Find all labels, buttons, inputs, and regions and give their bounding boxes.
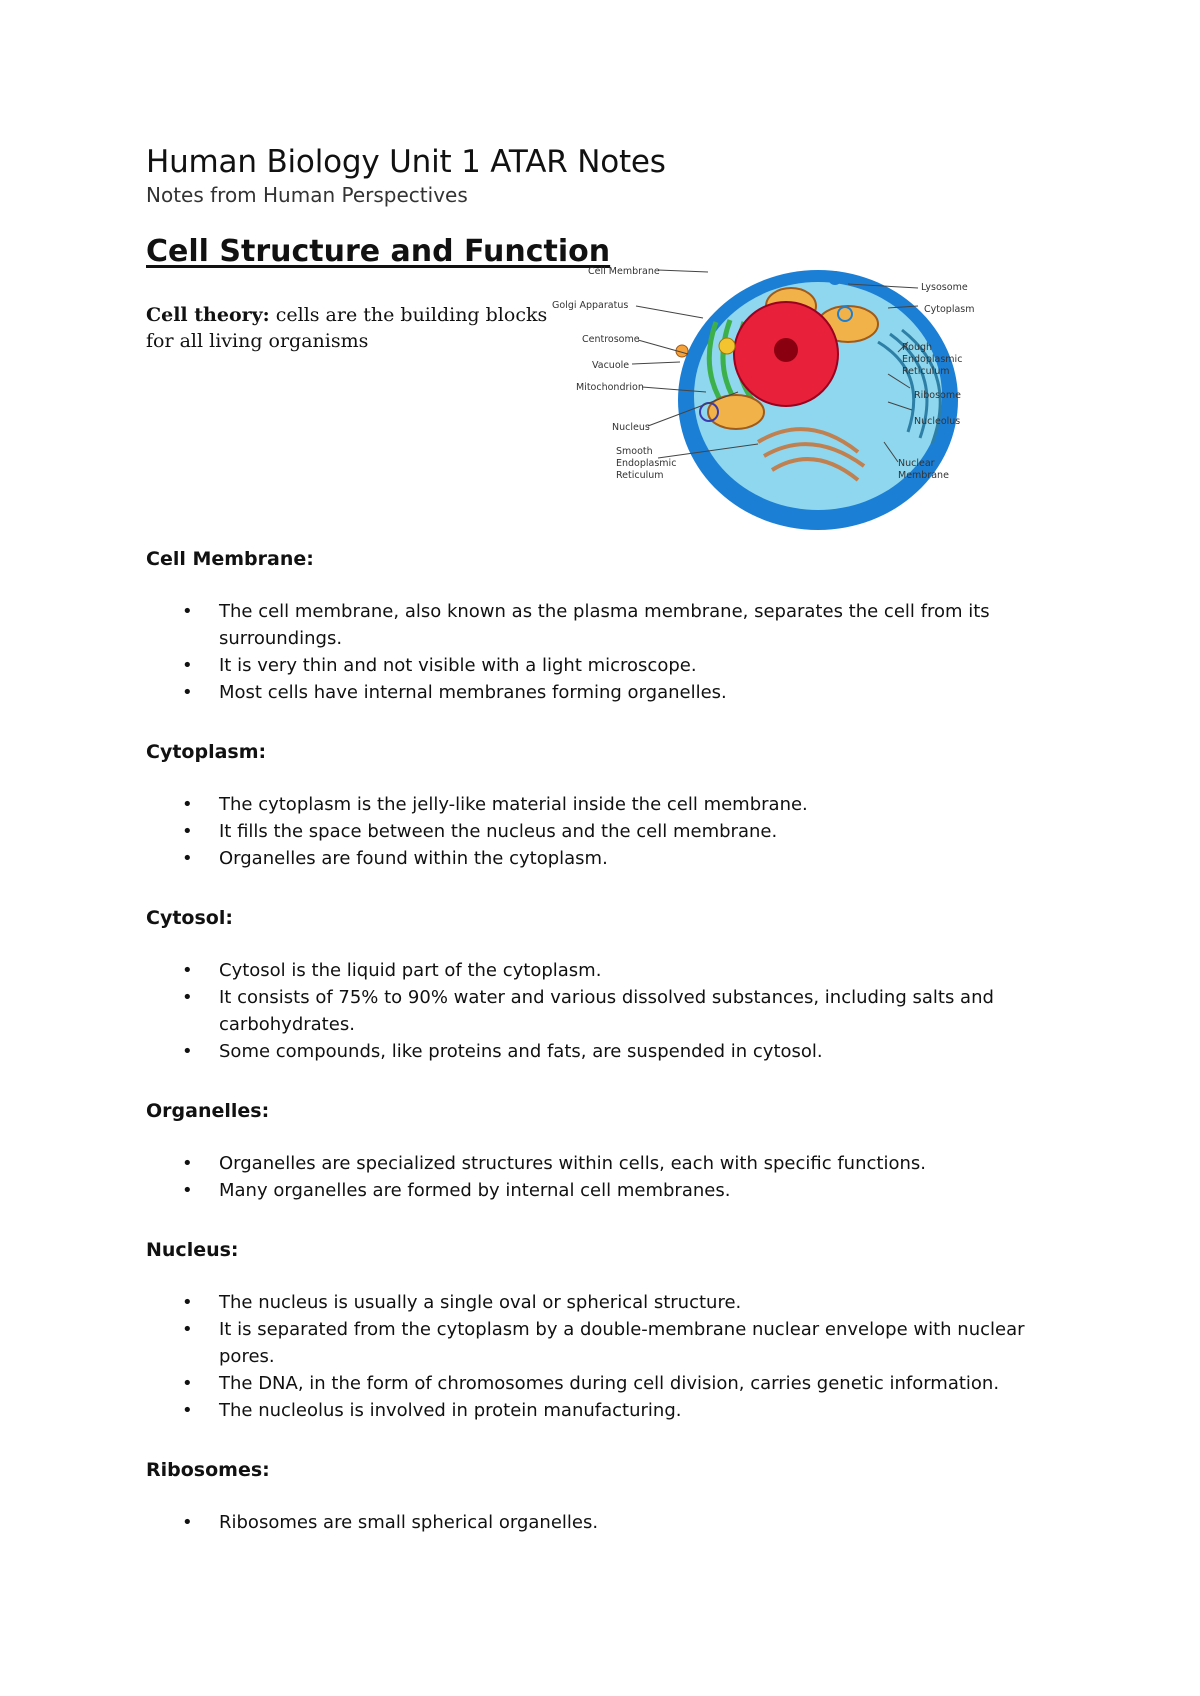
diagram-label: Mitochondrion [576, 382, 644, 393]
diagram-label: Golgi Apparatus [552, 300, 629, 311]
topic-cell-membrane [146, 546, 1046, 706]
diagram-label: Centrosome [582, 334, 640, 345]
diagram-label: Rough [902, 342, 933, 353]
bullet-list [146, 1509, 1046, 1536]
bullet-item: • It consists of 75% to 90% water and various dissolved substances, including salts and carbohydrates. [146, 984, 1046, 1038]
document-title: Human Biology Unit 1 ATAR Notes [146, 144, 666, 180]
bullet-item: • Many organelles are formed by internal cell membranes. [146, 1177, 1046, 1204]
bullet-item: • It is very thin and not visible with a light microscope. [146, 652, 1046, 679]
diagram-label: Endoplasmic [902, 354, 963, 365]
diagram-label: Cytoplasm [924, 304, 975, 315]
animal-cell-diagram [552, 262, 1068, 538]
diagram-label: Ribosome [914, 390, 961, 401]
topic-organelles [146, 1098, 1046, 1204]
bullet-list [146, 598, 1046, 706]
bullet-item: • The cell membrane, also known as the plasma membrane, separates the cell from its surroundings. [146, 598, 1046, 652]
topic-heading: Nucleus: [146, 1239, 239, 1261]
section-title: Cell Structure and Function [146, 234, 611, 269]
topic-heading: Cytoplasm: [146, 741, 267, 763]
bullet-list [146, 1289, 1046, 1424]
diagram-label: Nucleus [612, 422, 650, 433]
centrosome-shape [719, 338, 735, 354]
bullet-item: • The nucleolus is involved in protein manufacturing. [146, 1397, 1046, 1424]
topic-heading: Organelles: [146, 1100, 270, 1122]
bullet-item: • It is separated from the cytoplasm by a double-membrane nuclear envelope with nuclear pores. [146, 1316, 1046, 1370]
topic-nucleus [146, 1237, 1046, 1424]
bullet-item: • The nucleus is usually a single oval or spherical structure. [146, 1289, 1046, 1316]
topic-ribosomes [146, 1457, 1046, 1536]
bullet-list [146, 957, 1046, 1065]
document-subtitle: Notes from Human Perspectives [146, 183, 468, 207]
diagram-label: Reticulum [902, 366, 950, 377]
bullet-list [146, 791, 1046, 872]
diagram-label: Nucleolus [914, 416, 961, 427]
nucleolus-shape [774, 338, 798, 362]
cell-theory-paragraph [146, 302, 566, 354]
bullet-item: • Organelles are specialized structures within cells, each with specific functions. [146, 1150, 1046, 1177]
topic-cytoplasm [146, 739, 1046, 872]
bullet-item: • It fills the space between the nucleus and the cell membrane. [146, 818, 1046, 845]
bullet-item: • Cytosol is the liquid part of the cytoplasm. [146, 957, 1046, 984]
diagram-label: Nuclear [898, 458, 935, 469]
bullet-item: • Some compounds, like proteins and fats, are suspended in cytosol. [146, 1038, 1046, 1065]
cell-theory-label: Cell theory: [146, 304, 270, 326]
diagram-label: Cell Membrane [588, 266, 660, 277]
cell-theory-text: cells are the building blocks for all living organisms [146, 304, 548, 352]
diagram-label: Smooth [616, 446, 653, 457]
bullet-item: • The cytoplasm is the jelly-like material inside the cell membrane. [146, 791, 1046, 818]
diagram-label: Endoplasmic [616, 458, 677, 469]
bullet-item: • Ribosomes are small spherical organelles. [146, 1509, 1046, 1536]
bullet-item: • The DNA, in the form of chromosomes during cell division, carries genetic information. [146, 1370, 1046, 1397]
diagram-label: Reticulum [616, 470, 664, 481]
bullet-list [146, 1150, 1046, 1204]
diagram-label: Vacuole [592, 360, 630, 371]
topic-heading: Cell Membrane: [146, 548, 314, 570]
diagram-label: Membrane [898, 470, 949, 481]
diagram-label: Lysosome [921, 282, 968, 293]
topic-heading: Cytosol: [146, 907, 233, 929]
topic-heading: Ribosomes: [146, 1459, 270, 1481]
bullet-item: • Most cells have internal membranes forming organelles. [146, 679, 1046, 706]
topic-cytosol [146, 905, 1046, 1065]
bullet-item: • Organelles are found within the cytoplasm. [146, 845, 1046, 872]
